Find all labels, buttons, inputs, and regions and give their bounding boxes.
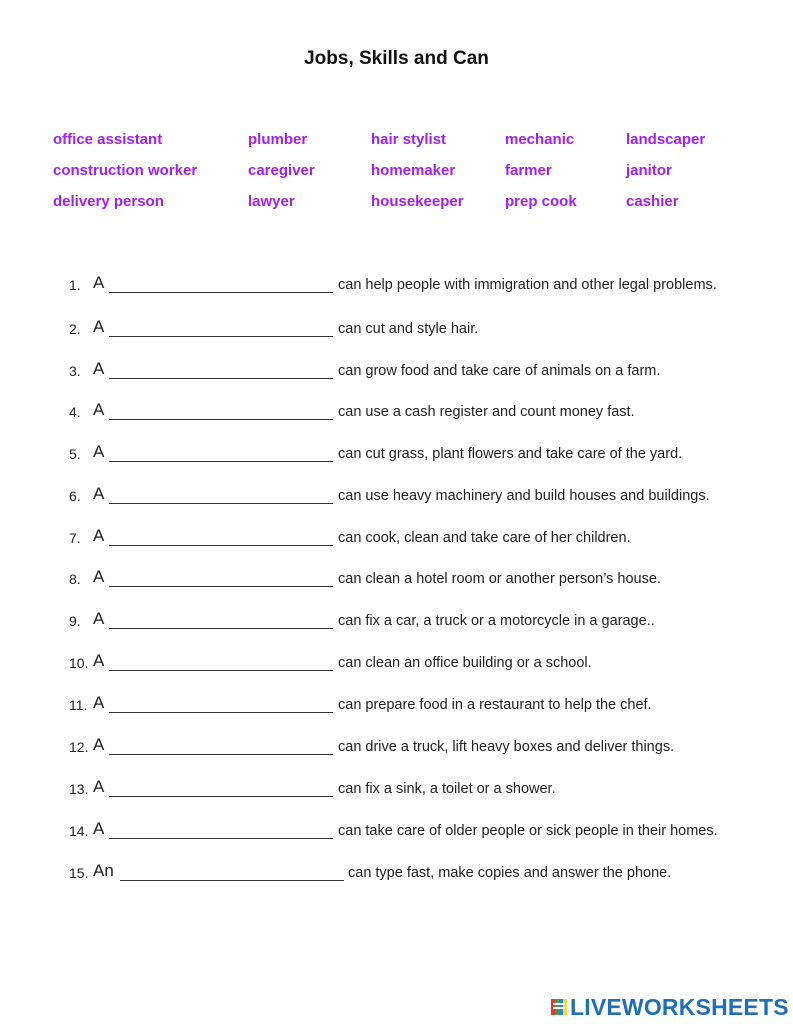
word-bank-item: delivery person	[53, 193, 164, 210]
question-article: A	[93, 735, 105, 754]
question-article: A	[93, 777, 105, 796]
question-article: A	[93, 359, 105, 378]
question-number: 5.	[69, 446, 81, 462]
question-number: 15.	[69, 865, 89, 881]
question-article: A	[93, 651, 105, 670]
question-number: 9.	[69, 613, 81, 629]
logo-text: LIVEWORKSHEETS	[570, 993, 789, 1020]
answer-blank[interactable]	[109, 569, 333, 587]
question-article: A	[93, 609, 105, 628]
word-bank	[0, 128, 793, 228]
answer-blank[interactable]	[109, 695, 333, 713]
question-text: can help people with immigration and other legal problems.	[338, 277, 717, 293]
question-row	[0, 567, 793, 595]
question-row	[0, 526, 793, 554]
question-article: A	[93, 442, 105, 461]
question-text: can type fast, make copies and answer the phone.	[348, 865, 672, 881]
question-number: 13.	[69, 781, 89, 797]
question-number: 4.	[69, 404, 81, 420]
question-article: A	[93, 567, 105, 586]
question-row	[0, 359, 793, 387]
question-row	[0, 861, 793, 889]
answer-blank[interactable]	[109, 361, 333, 379]
question-text: can cut and style hair.	[338, 321, 479, 337]
word-bank-item: janitor	[626, 162, 672, 179]
question-text: can use a cash register and count money fast.	[338, 404, 635, 420]
question-text: can fix a sink, a toilet or a shower.	[338, 781, 556, 797]
answer-blank[interactable]	[109, 402, 333, 420]
question-article: A	[93, 317, 105, 336]
answer-blank[interactable]	[109, 737, 333, 755]
question-row	[0, 273, 793, 301]
question-text: can clean a hotel room or another person’s house.	[338, 571, 661, 587]
question-text: can cook, clean and take care of her children.	[338, 530, 631, 546]
question-number: 14.	[69, 823, 89, 839]
question-article: A	[93, 819, 105, 838]
question-row	[0, 484, 793, 512]
question-number: 12.	[69, 739, 89, 755]
answer-blank[interactable]	[109, 779, 333, 797]
question-text: can use heavy machinery and build houses and buildings.	[338, 488, 710, 504]
word-bank-item: office assistant	[53, 131, 163, 148]
word-bank-item: prep cook	[505, 193, 577, 210]
question-number: 6.	[69, 488, 81, 504]
question-number: 2.	[69, 321, 81, 337]
question-row	[0, 442, 793, 470]
question-row	[0, 777, 793, 805]
word-bank-item: farmer	[505, 162, 552, 179]
question-number: 7.	[69, 530, 81, 546]
question-text: can take care of older people or sick people in their homes.	[338, 823, 718, 839]
question-article: A	[93, 693, 105, 712]
question-article: A	[93, 400, 105, 419]
question-row	[0, 735, 793, 763]
word-bank-item: landscaper	[626, 131, 706, 148]
word-bank-item: construction worker	[53, 162, 198, 179]
word-bank-item: mechanic	[505, 131, 575, 148]
worksheet-title: Jobs, Skills and Can	[304, 48, 489, 69]
word-bank-item: hair stylist	[371, 131, 447, 148]
answer-blank[interactable]	[109, 821, 333, 839]
word-bank-item: lawyer	[248, 193, 295, 210]
question-text: can clean an office building or a school.	[338, 655, 592, 671]
question-row	[0, 400, 793, 428]
answer-blank[interactable]	[109, 444, 333, 462]
answer-blank[interactable]	[109, 486, 333, 504]
answer-blank[interactable]	[120, 863, 344, 881]
question-number: 11.	[69, 697, 88, 713]
question-number: 3.	[69, 363, 81, 379]
answer-blank[interactable]	[109, 611, 333, 629]
question-text: can fix a car, a truck or a motorcycle in a garage..	[338, 613, 655, 629]
question-number: 1.	[69, 277, 81, 293]
question-number: 8.	[69, 571, 81, 587]
question-article: A	[93, 273, 105, 292]
liveworksheets-logo[interactable]	[551, 994, 789, 1020]
question-row	[0, 651, 793, 679]
word-bank-item: homemaker	[371, 162, 456, 179]
liveworksheets-logo-icon	[551, 997, 567, 1017]
question-row	[0, 609, 793, 637]
question-text: can cut grass, plant flowers and take care of the yard.	[338, 446, 683, 462]
answer-blank[interactable]	[109, 319, 333, 337]
answer-blank[interactable]	[109, 528, 333, 546]
question-text: can grow food and take care of animals on a farm.	[338, 363, 661, 379]
word-bank-item: caregiver	[248, 162, 315, 179]
answer-blank[interactable]	[109, 653, 333, 671]
question-text: can prepare food in a restaurant to help the chef.	[338, 697, 652, 713]
question-row	[0, 819, 793, 847]
question-number: 10.	[69, 655, 89, 671]
word-bank-item: cashier	[626, 193, 679, 210]
question-text: can drive a truck, lift heavy boxes and deliver things.	[338, 739, 675, 755]
question-article: An	[93, 861, 114, 880]
question-article: A	[93, 484, 105, 503]
question-row	[0, 317, 793, 345]
question-article: A	[93, 526, 105, 545]
word-bank-item: housekeeper	[371, 193, 464, 210]
question-row	[0, 693, 793, 721]
word-bank-item: plumber	[248, 131, 308, 148]
answer-blank[interactable]	[109, 275, 333, 293]
